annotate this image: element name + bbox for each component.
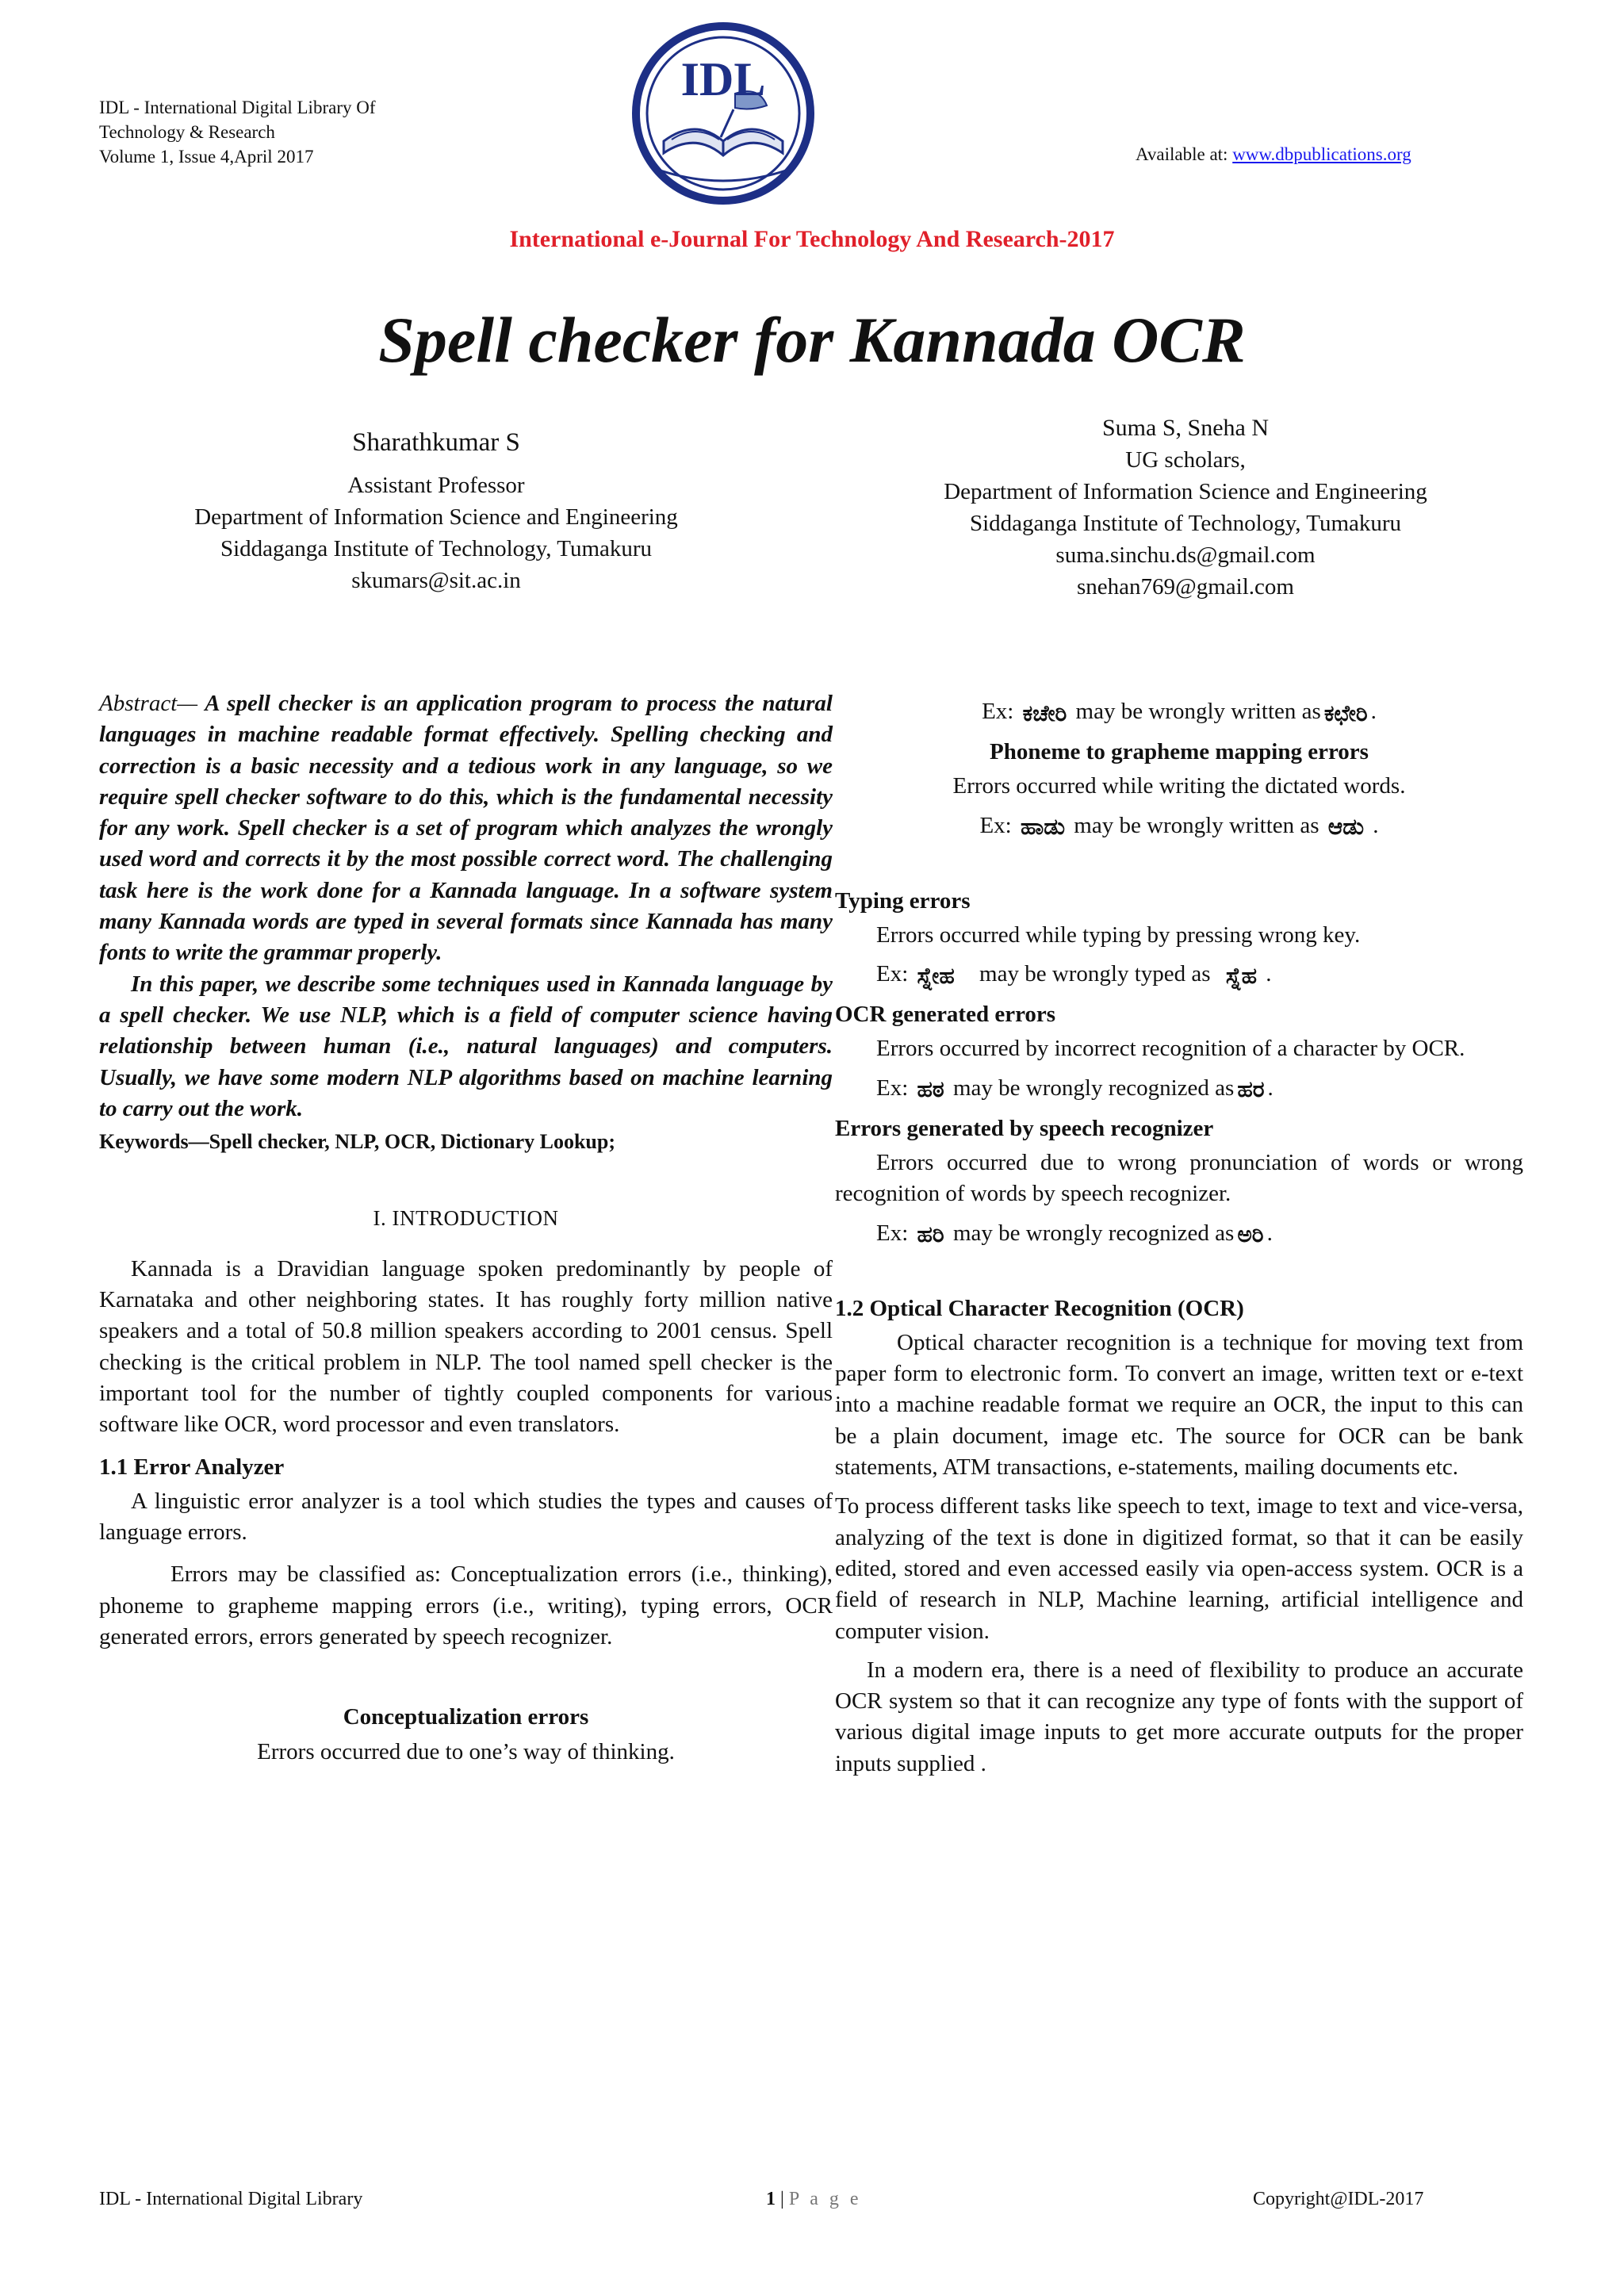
header-line: IDL - International Digital Library Of	[99, 98, 376, 117]
page-separator: |	[776, 2189, 789, 2209]
footer-right: Copyright@IDL-2017	[1253, 2189, 1424, 2209]
ocr-errors-text: Errors occurred by incorrect recognition of a character by OCR.	[876, 1036, 1465, 1062]
speech-errors-text: Errors occurred due to wrong pronunciation of words or wrong recognition of words by speech recognizer.	[835, 1150, 1523, 1207]
abstract-lead: Abstract—	[99, 691, 198, 716]
idl-logo	[632, 22, 814, 205]
example-2	[835, 810, 1523, 843]
author-block-right	[864, 412, 1507, 603]
kannada-wrong-word: ಅರಿ	[1237, 1221, 1264, 1248]
heading-phoneme-errors: Phoneme to grapheme mapping errors	[990, 738, 1369, 764]
kannada-correct-word: ಕಚೇರಿ	[1022, 699, 1067, 726]
example-suffix: .	[1267, 1075, 1274, 1101]
error-analyzer-paragraph-1: A linguistic error analyzer is a tool which studies the types and causes of language errors.	[99, 1488, 833, 1546]
example-prefix: Ex:	[876, 1075, 909, 1101]
heading-typing-errors: Typing errors	[835, 887, 971, 914]
abstract-paragraph-2: In this paper, we describe some techniques used in Kannada language by a spell checker. We use NLP, which is a field of computer science having relationship between human (i.e., natural languages) and computers. Usually, we have some modern NLP algorithms based on machine learning to carry out the work.	[99, 971, 833, 1121]
conceptualization-text: Errors occurred due to one’s way of thinking.	[257, 1738, 675, 1764]
example-prefix: Ex:	[982, 699, 1014, 724]
kannada-correct-word: ಹರಿ	[917, 1221, 944, 1248]
kannada-wrong-word: ಹರ	[1237, 1076, 1265, 1103]
example-prefix: Ex:	[876, 961, 909, 987]
page-number: 1	[766, 2189, 776, 2209]
author-role: UG scholars,	[1125, 447, 1246, 473]
example-4	[835, 1073, 1523, 1105]
header-availability	[1136, 144, 1411, 165]
page-word: P a g e	[788, 2189, 862, 2209]
intro-paragraph: Kannada is a Dravidian language spoken predominantly by people of Karnataka and other neighboring states. It has roughly forty million native speakers and a total of 50.8 million speakers according to 2001 census. Spell checking is the critical problem in NLP. The tool named spell checker is the important tool for the number of tightly coupled components for various software like OCR, word processor and even translators.	[99, 1255, 833, 1438]
example-mid: may be wrongly recognized as	[952, 1220, 1235, 1246]
abstract	[99, 688, 833, 969]
author-department: Department of Information Science and Engineering	[194, 504, 678, 530]
ocr-paragraph-1: Optical character recognition is a technique for moving text from paper form to electronic form. To convert an image, written text or e-text into a machine readable format we require an OCR, the input to this can be a plain document, image etc. The source for OCR can be bank statements, ATM transactions, e-statements, mailing documents etc.	[835, 1329, 1523, 1481]
author-email: skumars@sit.ac.in	[351, 568, 521, 593]
error-analyzer-paragraph-2: Errors may be classified as: Conceptualization errors (i.e., thinking), phoneme to grapheme mapping errors (i.e., writing), typing errors, OCR generated errors, errors generated by speech recognizer.	[99, 1561, 833, 1650]
author-department: Department of Information Science and Engineering	[944, 479, 1427, 504]
example-mid: may be wrongly written as	[1074, 812, 1320, 838]
example-suffix: .	[1373, 812, 1379, 838]
example-prefix: Ex:	[876, 1220, 909, 1246]
header-line: Volume 1, Issue 4,April 2017	[99, 147, 314, 167]
header-line: Technology & Research	[99, 122, 275, 142]
left-column	[99, 688, 833, 1768]
kannada-wrong-word: ಕಛೇರಿ	[1323, 699, 1368, 726]
typing-text: Errors occurred while typing by pressing wrong key.	[876, 921, 1361, 948]
ocr-paragraph-2: To process different tasks like speech to text, image to text and vice-versa, analyzing of the text is done in digitized format, so that it can be easily edited, stored and even accessed easily via open-access system. OCR is a field of research in NLP, Machine learning, artificial intelligence and computer vision.	[835, 1493, 1523, 1644]
kannada-correct-word: ಸ್ನೇಹ	[917, 962, 955, 989]
available-label: Available at:	[1136, 144, 1233, 164]
example-suffix: .	[1266, 961, 1272, 987]
logo-text: IDL	[680, 53, 766, 105]
author-institute: Siddaganga Institute of Technology, Tumakuru	[969, 511, 1402, 536]
example-mid: may be wrongly written as	[1075, 699, 1321, 724]
phoneme-text: Errors occurred while writing the dictated words.	[952, 773, 1406, 799]
section-heading-introduction: I. INTRODUCTION	[373, 1206, 559, 1231]
subsection-ocr: 1.2 Optical Character Recognition (OCR)	[835, 1295, 1244, 1321]
example-suffix: .	[1370, 699, 1377, 724]
example-suffix: .	[1266, 1220, 1273, 1246]
kannada-wrong-word: ಆಡು	[1327, 814, 1365, 841]
kannada-correct-word: ಹಾಡು	[1021, 814, 1066, 841]
keywords: Keywords—Spell checker, NLP, OCR, Dictionary Lookup;	[99, 1130, 615, 1154]
right-column	[835, 688, 1523, 1780]
footer-left: IDL - International Digital Library	[99, 2189, 363, 2209]
journal-name: International e-Journal For Technology And Research-2017	[509, 226, 1115, 252]
ocr-paragraph-3: In a modern era, there is a need of flexibility to produce an accurate OCR system so that it can recognize any type of fonts with the support of various digital image inputs to get more accurate outputs for the proper inputs supplied .	[835, 1657, 1523, 1776]
example-prefix: Ex:	[979, 812, 1012, 838]
abstract-text: A spell checker is an application program to process the natural languages in machine readable format effectively. Spelling checking and correction is a basic necessity and a tedious work in any language, so we require spell checker software to do this, which is the fundamental necessity for any work. Spell checker is a set of program which analyzes the wrongly used word and corrects it by the most possible correct word. The challenging task here is the work done for a Kannada language. In a software system many Kannada words are typed in several formats since Kannada has many fonts to write the grammar properly.	[99, 691, 833, 966]
subsection-error-analyzer: 1.1 Error Analyzer	[99, 1454, 285, 1480]
kannada-wrong-word: ಸ್ನೆಹ	[1225, 962, 1258, 989]
header-publication-info	[99, 95, 376, 169]
publisher-link[interactable]: www.dbpublications.org	[1232, 144, 1411, 164]
author-email: snehan769@gmail.com	[1077, 574, 1294, 600]
example-mid: may be wrongly typed as	[979, 961, 1211, 987]
example-mid: may be wrongly recognized as	[953, 1075, 1235, 1101]
example-3	[835, 959, 1523, 991]
footer-page	[766, 2189, 862, 2210]
author-name: Sharathkumar S	[352, 428, 520, 457]
kannada-correct-word: ಹಠ	[917, 1076, 944, 1103]
heading-conceptualization-errors: Conceptualization errors	[343, 1704, 589, 1730]
author-names: Suma S, Sneha N	[1102, 415, 1269, 441]
author-institute: Siddaganga Institute of Technology, Tumakuru	[220, 536, 653, 561]
heading-speech-errors: Errors generated by speech recognizer	[835, 1115, 1214, 1141]
example-5	[835, 1218, 1523, 1251]
heading-ocr-errors: OCR generated errors	[835, 1002, 1056, 1028]
author-title: Assistant Professor	[347, 473, 525, 498]
example-1	[835, 696, 1523, 729]
author-block-left	[119, 427, 753, 596]
author-email: suma.sinchu.ds@gmail.com	[1055, 542, 1316, 568]
paper-title: Spell checker for Kannada OCR	[378, 304, 1246, 376]
